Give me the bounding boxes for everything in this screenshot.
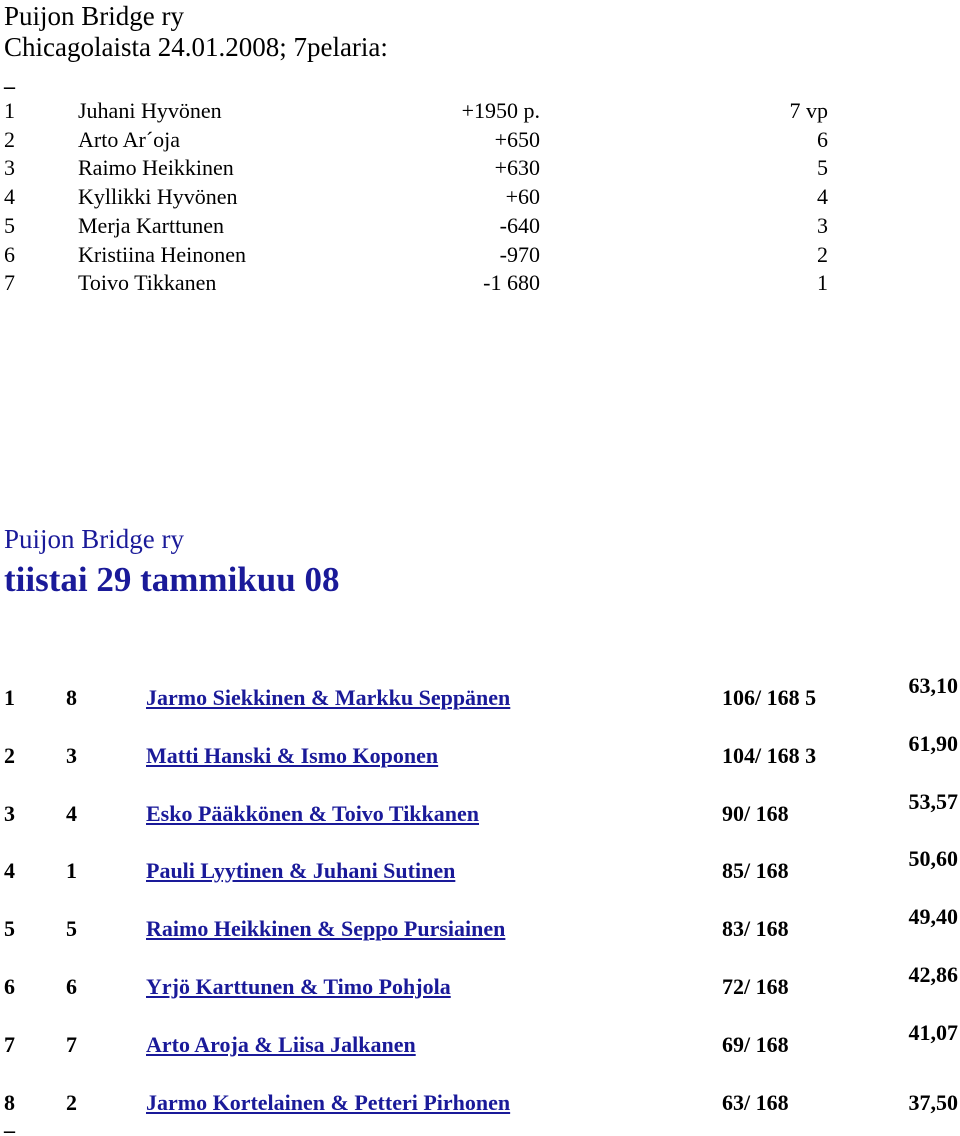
pair-rank: 1 <box>4 685 15 710</box>
pair-link[interactable]: Raimo Heikkinen & Seppo Pursiainen <box>146 916 506 941</box>
pair-number: 4 <box>66 801 77 826</box>
pair-percentage: 37,50 <box>908 1090 958 1115</box>
pair-score: 90/ 168 <box>722 801 789 826</box>
player-name: Kyllikki Hyvönen <box>78 184 238 209</box>
pair-number: 6 <box>66 974 77 999</box>
pair-rank: 3 <box>4 801 15 826</box>
player-score: -970 <box>499 242 540 267</box>
player-score: +650 <box>494 127 540 152</box>
pair-score: 72/ 168 <box>722 974 789 999</box>
result-rank: 3 <box>4 155 15 180</box>
player-name: Merja Karttunen <box>78 213 224 238</box>
pair-link[interactable]: Arto Aroja & Liisa Jalkanen <box>146 1032 416 1057</box>
player-vp: 1 <box>817 270 828 295</box>
player-score: +630 <box>494 155 540 180</box>
pair-percentage: 42,86 <box>908 962 958 987</box>
pair-number: 3 <box>66 743 77 768</box>
pair-percentage: 50,60 <box>908 846 958 871</box>
pair-percentage: 53,57 <box>908 789 958 814</box>
result-rank: 4 <box>4 184 15 209</box>
player-vp: 7 vp <box>789 98 828 123</box>
pair-rank: 6 <box>4 974 15 999</box>
separator-dash-bottom: _ <box>4 1110 15 1135</box>
pair-percentage: 61,90 <box>908 731 958 756</box>
pair-percentage: 63,10 <box>908 673 958 698</box>
pair-link[interactable]: Yrjö Karttunen & Timo Pohjola <box>146 974 451 999</box>
pair-percentage: 41,07 <box>908 1020 958 1045</box>
player-name: Kristiina Heinonen <box>78 242 247 267</box>
player-score: +60 <box>505 184 540 209</box>
player-vp: 6 <box>817 127 828 152</box>
player-name: Juhani Hyvönen <box>78 98 222 123</box>
player-score: +1950 p. <box>461 98 540 123</box>
pair-link[interactable]: Jarmo Siekkinen & Markku Seppänen <box>146 685 511 710</box>
player-vp: 3 <box>817 213 828 238</box>
player-score: -1 680 <box>483 270 540 295</box>
result-rank: 6 <box>4 242 15 267</box>
player-name: Raimo Heikkinen <box>78 155 234 180</box>
player-vp: 5 <box>817 155 828 180</box>
session-date: tiistai 29 tammikuu 08 <box>4 560 340 599</box>
pair-rank: 7 <box>4 1032 15 1057</box>
pair-score: 85/ 168 <box>722 858 789 883</box>
player-name: Toivo Tikkanen <box>78 270 217 295</box>
pair-rank: 8 <box>4 1090 15 1115</box>
pair-score: 63/ 168 <box>722 1090 789 1115</box>
pair-score: 83/ 168 <box>722 916 789 941</box>
club-title-2: Puijon Bridge ry <box>4 524 184 554</box>
pair-link[interactable]: Matti Hanski & Ismo Koponen <box>146 743 439 768</box>
club-title: Puijon Bridge ry <box>4 1 184 31</box>
result-rank: 7 <box>4 270 15 295</box>
event-title: Chicagolaista 24.01.2008; 7pelaria: <box>4 32 388 62</box>
result-rank: 1 <box>4 98 15 123</box>
pair-number: 5 <box>66 916 77 941</box>
pair-link[interactable]: Pauli Lyytinen & Juhani Sutinen <box>146 858 456 883</box>
result-rank: 2 <box>4 127 15 152</box>
player-name: Arto Ar´oja <box>78 127 181 152</box>
pair-rank: 5 <box>4 916 15 941</box>
pair-number: 8 <box>66 685 77 710</box>
pair-number: 1 <box>66 858 77 883</box>
pair-percentage: 49,40 <box>908 904 958 929</box>
pair-number: 2 <box>66 1090 77 1115</box>
pair-number: 7 <box>66 1032 77 1057</box>
pair-score: 106/ 168 5 <box>722 685 817 710</box>
pair-score: 69/ 168 <box>722 1032 789 1057</box>
pair-rank: 2 <box>4 743 15 768</box>
pair-link[interactable]: Jarmo Kortelainen & Petteri Pirhonen <box>146 1090 511 1115</box>
pair-rank: 4 <box>4 858 15 883</box>
player-vp: 2 <box>817 242 828 267</box>
separator-dash: _ <box>4 66 15 91</box>
pair-score: 104/ 168 3 <box>722 743 817 768</box>
player-score: -640 <box>499 213 540 238</box>
pair-link[interactable]: Esko Pääkkönen & Toivo Tikkanen <box>146 801 480 826</box>
player-vp: 4 <box>817 184 828 209</box>
result-rank: 5 <box>4 213 15 238</box>
